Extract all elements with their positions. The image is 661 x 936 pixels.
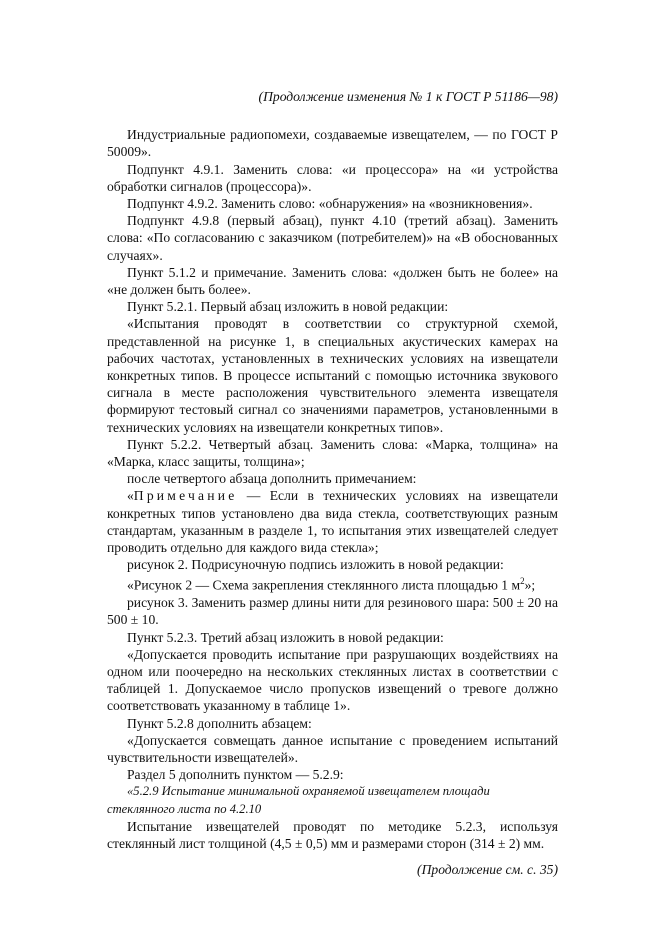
paragraph-11: рисунок 2. Подрисуночную подпись изложить в новой редакции: <box>127 557 504 573</box>
caption-text: «Рисунок 2 — Схема закрепления стеклянного листа площадью 1 м <box>127 578 521 594</box>
paragraph-9: после четвертого абзаца дополнить примечанием: <box>127 471 417 487</box>
caption-superscript: 2 <box>520 576 525 587</box>
paragraph-10-note <box>107 487 558 556</box>
note-text: — Если в технических условиях на извещатели конкретных типов установлено два вида стекла, соответствующих разным стандартам, указанным в разделе 1, то испытания этих извещателей следует проводить отдельно для каждого вида стекла»; <box>107 488 558 556</box>
paragraph-8: Пункт 5.2.2. Четвертый абзац. Заменить слова: «Марка, толщина» на «Марка, класс защиты, толщина»; <box>107 436 558 470</box>
paragraph-4: Подпункт 4.9.8 (первый абзац), пункт 4.10 (третий абзац). Заменить слова: «По согласованию с заказчиком (потребителем)» на «В обоснованных случаях». <box>107 213 558 263</box>
document-page <box>107 88 558 878</box>
paragraph-13: рисунок 3. Заменить размер длины нити для резинового шара: 500 ± 20 на 500 ± 10. <box>107 595 558 628</box>
paragraph-17: «Допускается совмещать данное испытание с проведением испытаний чувствительности извещателей». <box>107 732 558 766</box>
paragraph-18: Раздел 5 дополнить пунктом — 5.2.9: <box>127 767 344 783</box>
paragraph-7: «Испытания проводят в соответствии со структурной схемой, представленной на рисунке 1, в специальных акустических камерах на рабочих частотах, установленных в технических условиях на извещатели конкретных типов. В процессе испытаний с помощью источника звукового сигнала в месте расположения чувствительного элемента извещателя формируют тестовый сигнал со значениями параметров, установленными в технических условиях на извещатели конкретных типов». <box>107 316 558 435</box>
note-open-quote: « <box>127 488 134 504</box>
paragraph-14: Пункт 5.2.3. Третий абзац изложить в новой редакции: <box>127 629 444 645</box>
paragraph-6: Пункт 5.2.1. Первый абзац изложить в новой редакции: <box>127 299 449 315</box>
page-header: (Продолжение изменения № 1 к ГОСТ Р 51186—98) <box>258 89 558 104</box>
note-label: Примечание <box>133 488 238 504</box>
paragraph-1: Индустриальные радиопомехи, создаваемые извещателем, — по ГОСТ Р 50009». <box>107 127 558 160</box>
paragraph-3: Подпункт 4.9.2. Заменить слово: «обнаружения» на «возникновения». <box>127 196 533 212</box>
page-footer: (Продолжение см. с. 35) <box>417 862 558 878</box>
caption-end: »; <box>524 578 536 594</box>
paragraph-15: «Допускается проводить испытание при разрушающих воздействиях на одном или поочередно на нескольких стеклянных листах в соответствии с таблицей 1. Допускаемое число пропусков извещений о тревоге должно соответствовать указанному в таблице 1». <box>107 646 558 714</box>
paragraph-20: Испытание извещателей проводят по методике 5.2.3, используя стеклянный лист толщиной (4,5 ± 0,5) мм и размерами сторон (314 ± 2) мм. <box>107 818 558 852</box>
paragraph-2: Подпункт 4.9.1. Заменить слова: «и процессора» на «и устройства обработки сигналов (процессора)». <box>107 161 558 194</box>
paragraph-16: Пункт 5.2.8 дополнить абзацем: <box>127 715 312 731</box>
paragraph-19-heading: «5.2.9 Испытание минимальной охраняемой извещателем площади стеклянного листа по 4.2.10 <box>107 784 490 816</box>
paragraph-5: Пункт 5.1.2 и примечание. Заменить слова: «должен быть не более» на «не должен быть более». <box>107 264 558 298</box>
paragraph-12-caption <box>107 573 558 594</box>
